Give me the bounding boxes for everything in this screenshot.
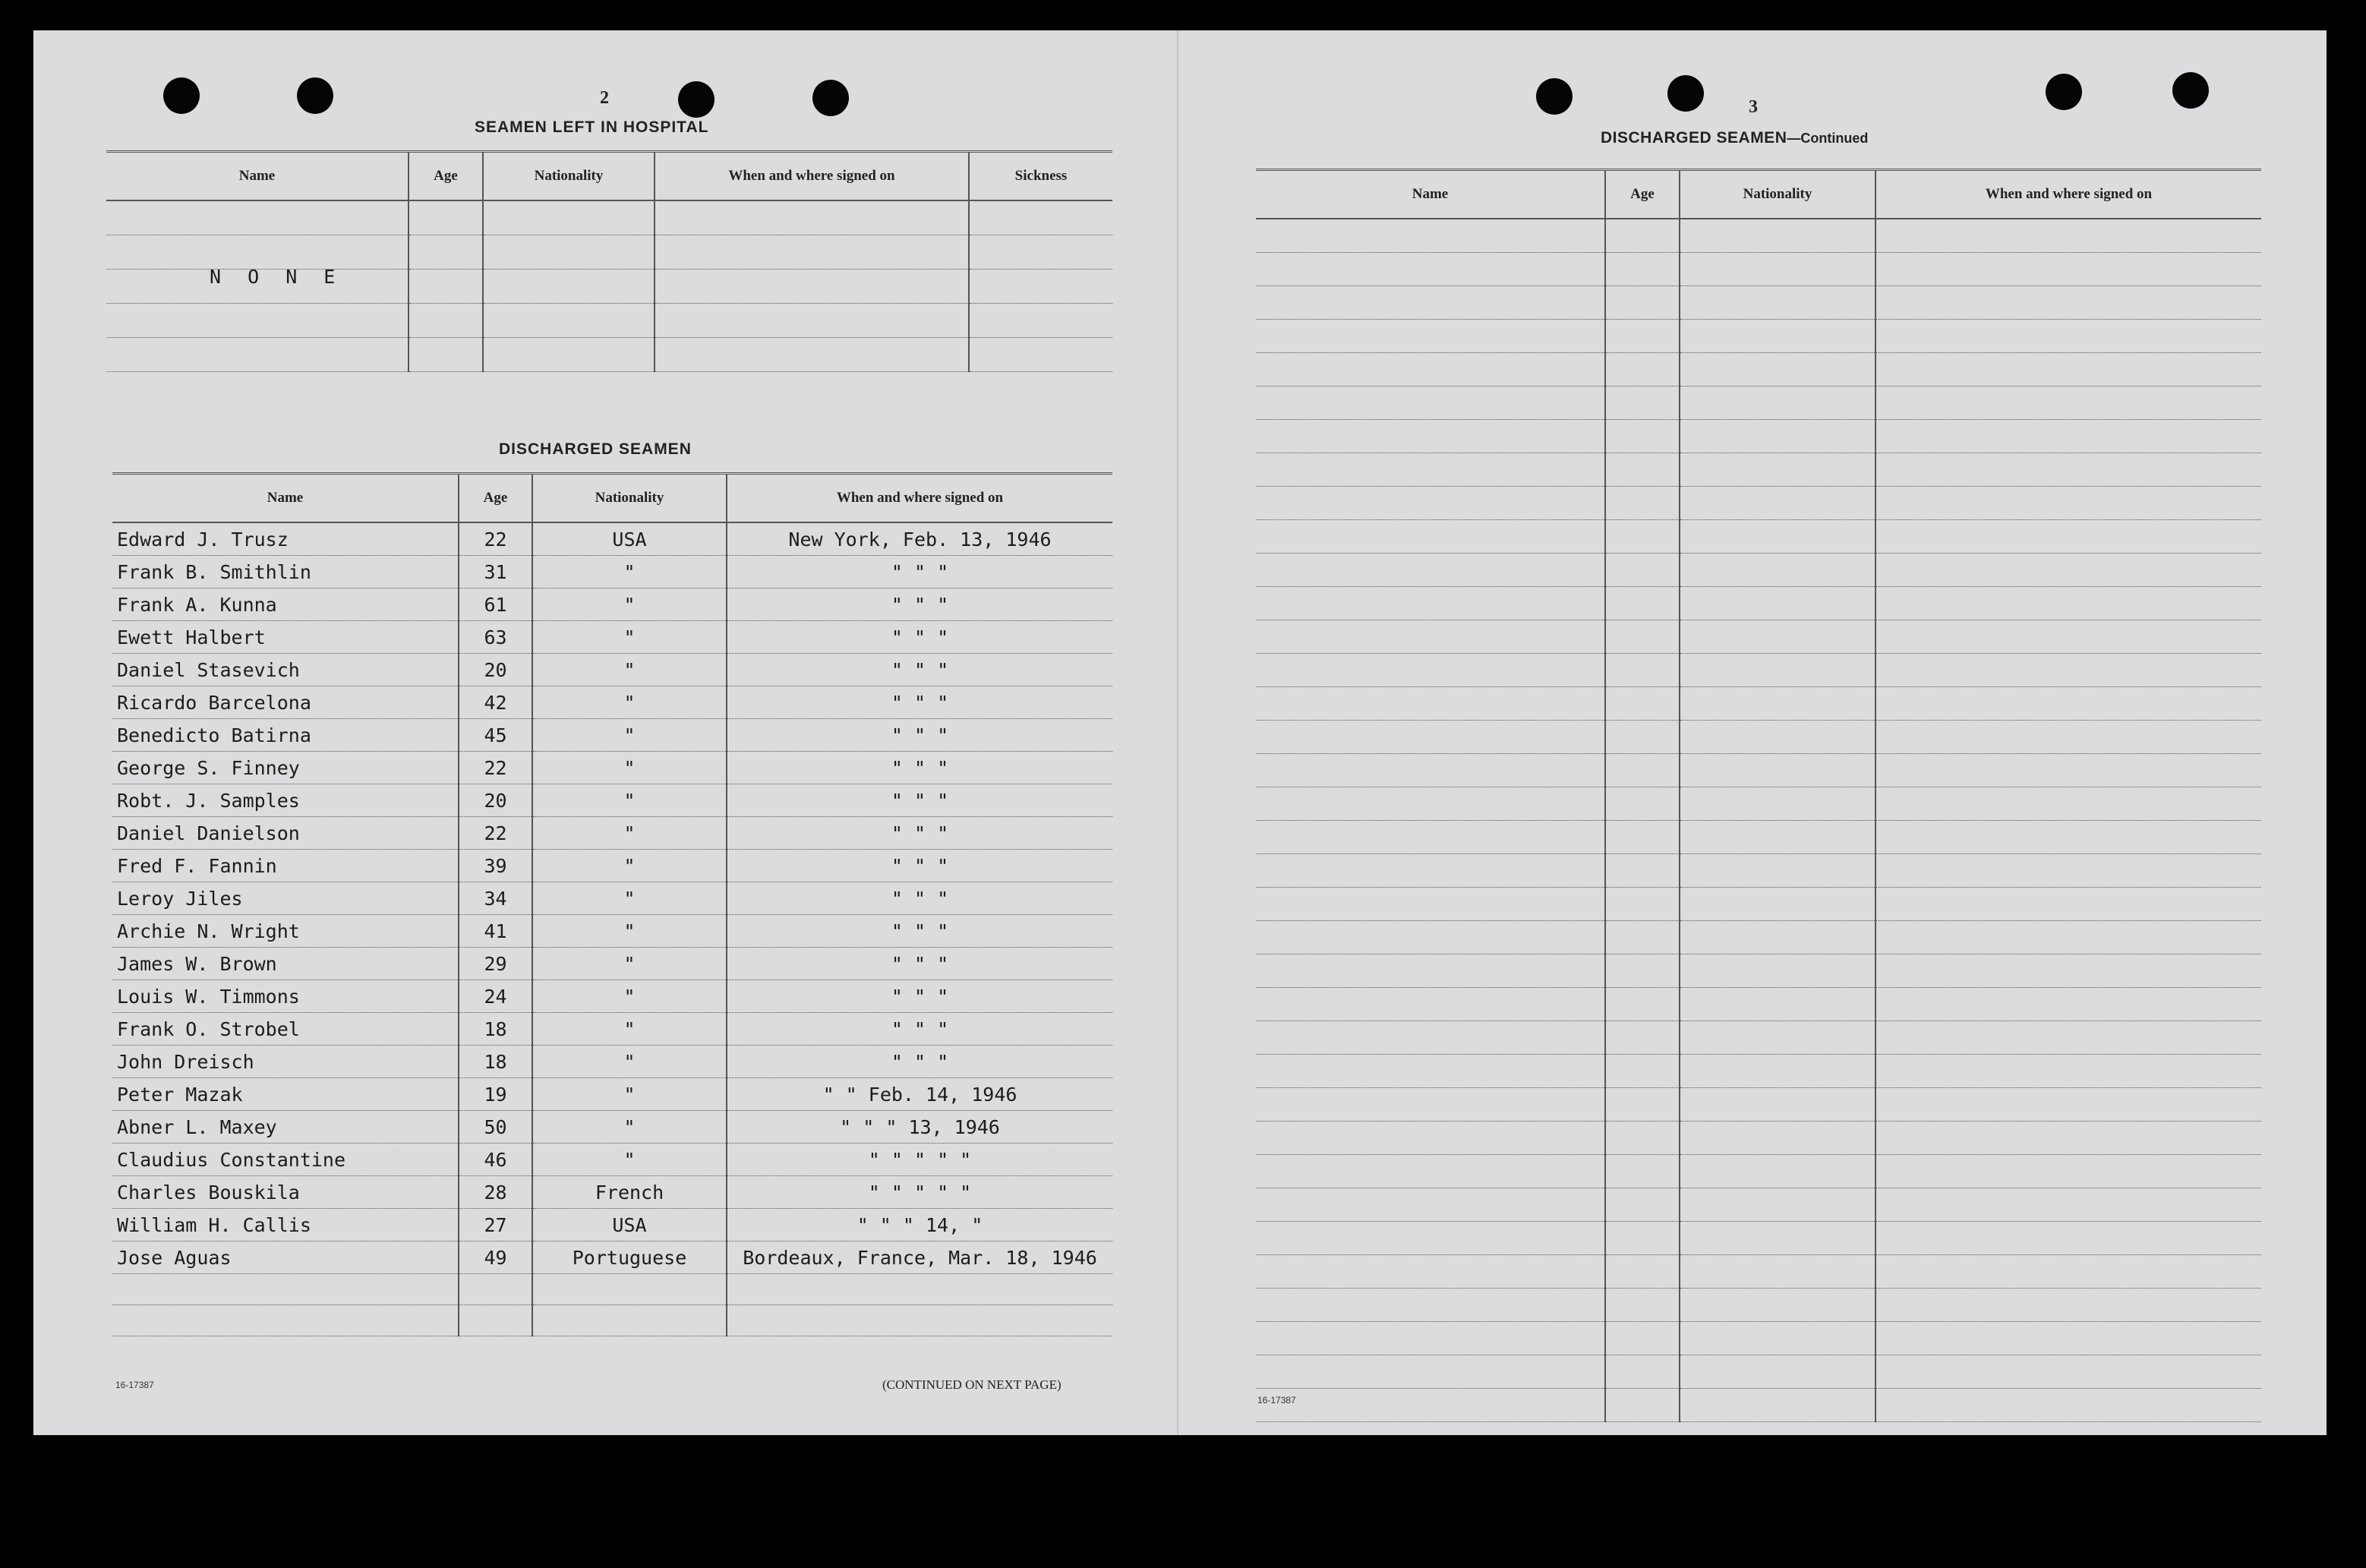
cell-age: 20 [459,654,532,686]
blank-row [1256,520,2261,554]
cell-nationality: " [532,686,727,719]
cell-age: 39 [459,850,532,882]
cell-name: Charles Bouskila [112,1176,459,1209]
punch-hole [1667,75,1704,112]
right-page-number: 3 [1749,97,1758,117]
blank-row [1256,821,2261,854]
hospital-col-nationality: Nationality [483,152,655,201]
right-blank-rows [1256,219,2261,1422]
cell-age: 34 [459,882,532,915]
blank-row [1256,1021,2261,1055]
cell-name: Archie N. Wright [112,915,459,948]
discharged-table [112,472,1112,1336]
punch-hole [812,80,849,116]
cell-name: Abner L. Maxey [112,1111,459,1144]
right-col-name: Name [1256,170,1605,219]
blank-row [1256,754,2261,787]
table-row [112,1209,1112,1241]
cell-age: 19 [459,1078,532,1111]
page-gutter [1177,30,1178,1435]
table-row [112,556,1112,588]
blank-row [1256,1055,2261,1088]
blank-row [1256,554,2261,587]
cell-signed-on: " " " [727,588,1112,621]
cell-name: Frank B. Smithlin [112,556,459,588]
hospital-col-sickness: Sickness [969,152,1112,201]
cell-name: Daniel Danielson [112,817,459,850]
cell-signed-on: " " " [727,784,1112,817]
punch-hole [297,77,333,114]
blank-row [1256,687,2261,721]
cell-name: Frank O. Strobel [112,1013,459,1046]
blank-row [1256,1389,2261,1422]
table-row [106,304,1112,338]
cell-name: John Dreisch [112,1046,459,1078]
cell-age: 20 [459,784,532,817]
cell-age: 22 [459,817,532,850]
right-col-signed-on: When and where signed on [1875,170,2261,219]
table-row [112,948,1112,980]
blank-row [1256,487,2261,520]
cell-name: Frank A. Kunna [112,588,459,621]
cell-signed-on: " " " [727,752,1112,784]
cell-nationality: " [532,850,727,882]
cell-signed-on: " " " [727,817,1112,850]
cell-age: 18 [459,1046,532,1078]
cell-nationality: " [532,1046,727,1078]
blank-row [1256,1289,2261,1322]
table-row [106,200,1112,235]
cell-signed-on: " " " 14, " [727,1209,1112,1241]
blank-row [1256,787,2261,821]
cell-name: Louis W. Timmons [112,980,459,1013]
cell-signed-on: " " " 13, 1946 [727,1111,1112,1144]
table-row [112,1111,1112,1144]
discharged-col-name: Name [112,474,459,523]
hospital-section-title: SEAMEN LEFT IN HOSPITAL [475,118,709,136]
blank-row [1256,253,2261,286]
punch-hole [678,81,715,118]
discharged-section-title: DISCHARGED SEAMEN [499,440,692,458]
cell-age: 31 [459,556,532,588]
table-row [112,1241,1112,1274]
cell-name: Ricardo Barcelona [112,686,459,719]
left-page-number: 2 [600,88,609,108]
cell-signed-on: " " " [727,686,1112,719]
table-row [112,915,1112,948]
cell-nationality: USA [532,522,727,556]
cell-signed-on: " " " [727,719,1112,752]
cell-signed-on: " " " [727,948,1112,980]
cell-name: William H. Callis [112,1209,459,1241]
blank-row [112,1305,1112,1336]
blank-row [1256,988,2261,1021]
blank-row [1256,888,2261,921]
cell-name: Robt. J. Samples [112,784,459,817]
hospital-table [106,150,1112,372]
blank-row [1256,921,2261,954]
blank-row [1256,420,2261,453]
right-title-suffix: —Continued [1787,131,1869,146]
discharged-rows [112,522,1112,1336]
cell-age: 29 [459,948,532,980]
cell-nationality: " [532,948,727,980]
table-row [112,588,1112,621]
cell-age: 41 [459,915,532,948]
cell-signed-on: " " " " " [727,1144,1112,1176]
cell-name: Peter Mazak [112,1078,459,1111]
table-row [112,522,1112,556]
cell-age: 24 [459,980,532,1013]
blank-row [1256,453,2261,487]
punch-hole [2172,72,2209,109]
cell-age: 22 [459,752,532,784]
cell-signed-on: " " " [727,1046,1112,1078]
punch-hole [163,77,200,114]
blank-row [1256,219,2261,253]
cell-signed-on: Bordeaux, France, Mar. 18, 1946 [727,1241,1112,1274]
cell-signed-on: " " " [727,882,1112,915]
right-col-age: Age [1605,170,1680,219]
cell-age: 27 [459,1209,532,1241]
cell-nationality: Portuguese [532,1241,727,1274]
hospital-col-signed-on: When and where signed on [655,152,969,201]
blank-row [1256,1155,2261,1188]
cell-name: Leroy Jiles [112,882,459,915]
table-row [106,235,1112,270]
continued-note: (CONTINUED ON NEXT PAGE) [882,1377,1062,1392]
table-row [112,1046,1112,1078]
punch-hole [1536,78,1573,115]
cell-name: Claudius Constantine [112,1144,459,1176]
hospital-none-entry: N O N E [210,266,343,288]
table-row [112,980,1112,1013]
cell-age: 45 [459,719,532,752]
cell-nationality: " [532,719,727,752]
left-form-number: 16-17387 [115,1380,154,1390]
cell-signed-on: " " " [727,654,1112,686]
blank-row [1256,286,2261,320]
table-row [112,752,1112,784]
blank-row [1256,1355,2261,1389]
cell-age: 28 [459,1176,532,1209]
blank-row [1256,721,2261,754]
hospital-col-name: Name [106,152,409,201]
cell-nationality: " [532,1078,727,1111]
blank-row [1256,320,2261,353]
blank-row [112,1274,1112,1305]
discharged-col-signed-on: When and where signed on [727,474,1112,523]
discharged-col-nationality: Nationality [532,474,727,523]
cell-nationality: " [532,752,727,784]
blank-row [1256,954,2261,988]
cell-signed-on: " " " " " [727,1176,1112,1209]
blank-row [1256,1222,2261,1255]
cell-signed-on: " " " [727,621,1112,654]
cell-name: George S. Finney [112,752,459,784]
table-row [112,621,1112,654]
cell-signed-on: " " " [727,980,1112,1013]
cell-name: Jose Aguas [112,1241,459,1274]
table-row [106,338,1112,372]
cell-age: 50 [459,1111,532,1144]
cell-nationality: " [532,556,727,588]
blank-row [1256,1322,2261,1355]
cell-nationality: USA [532,1209,727,1241]
cell-name: Ewett Halbert [112,621,459,654]
cell-nationality: " [532,784,727,817]
table-row [112,882,1112,915]
blank-row [1256,1188,2261,1222]
cell-nationality: " [532,882,727,915]
cell-name: James W. Brown [112,948,459,980]
cell-nationality: " [532,588,727,621]
cell-nationality: " [532,915,727,948]
cell-signed-on: " " " [727,1013,1112,1046]
cell-age: 63 [459,621,532,654]
punch-hole [2046,74,2082,110]
blank-row [1256,654,2261,687]
blank-row [1256,386,2261,420]
cell-signed-on: " " Feb. 14, 1946 [727,1078,1112,1111]
cell-nationality: " [532,1013,727,1046]
blank-row [1256,1122,2261,1155]
cell-age: 46 [459,1144,532,1176]
blank-row [1256,587,2261,620]
cell-nationality: " [532,1111,727,1144]
right-section-title [1601,129,1868,147]
table-row [112,1013,1112,1046]
right-discharged-table [1256,169,2261,1422]
table-row [112,817,1112,850]
blank-row [1256,620,2261,654]
cell-nationality: " [532,654,727,686]
hospital-col-age: Age [409,152,483,201]
table-row [112,1078,1112,1111]
table-row [112,686,1112,719]
table-row [112,1176,1112,1209]
cell-nationality: " [532,621,727,654]
cell-age: 49 [459,1241,532,1274]
cell-name: Benedicto Batirna [112,719,459,752]
cell-nationality: " [532,817,727,850]
cell-name: Fred F. Fannin [112,850,459,882]
blank-row [1256,353,2261,386]
cell-signed-on: New York, Feb. 13, 1946 [727,522,1112,556]
cell-signed-on: " " " [727,556,1112,588]
cell-name: Daniel Stasevich [112,654,459,686]
cell-signed-on: " " " [727,915,1112,948]
blank-row [1256,1088,2261,1122]
cell-name: Edward J. Trusz [112,522,459,556]
table-row [112,850,1112,882]
cell-age: 18 [459,1013,532,1046]
discharged-col-age: Age [459,474,532,523]
cell-age: 42 [459,686,532,719]
blank-row [1256,1255,2261,1289]
table-row [112,784,1112,817]
table-row [112,1144,1112,1176]
cell-nationality: " [532,980,727,1013]
cell-nationality: " [532,1144,727,1176]
right-form-number: 16-17387 [1257,1395,1296,1406]
table-row [112,654,1112,686]
cell-age: 22 [459,522,532,556]
table-row [112,719,1112,752]
blank-row [1256,854,2261,888]
cell-age: 61 [459,588,532,621]
right-title-main: DISCHARGED SEAMEN [1601,129,1787,147]
cell-nationality: French [532,1176,727,1209]
cell-signed-on: " " " [727,850,1112,882]
right-col-nationality: Nationality [1680,170,1875,219]
